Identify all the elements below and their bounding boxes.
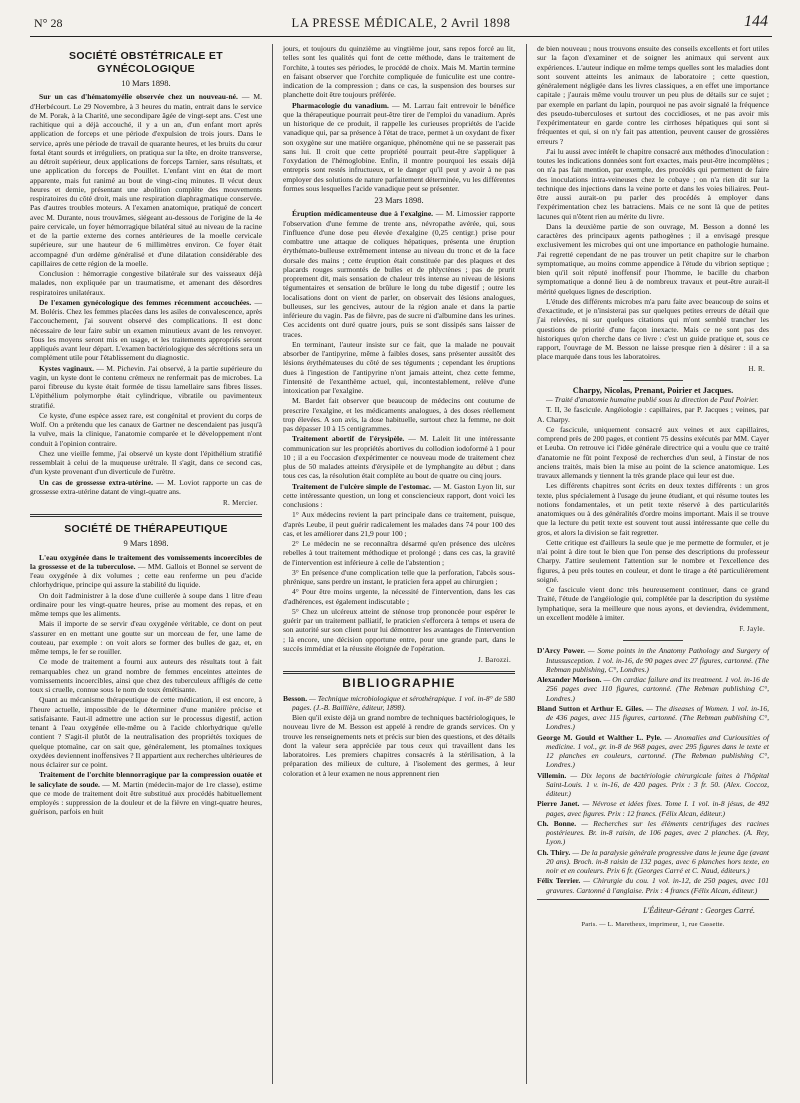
review-paragraph: J'ai lu aussi avec intérêt le chapitre consacré aux méthodes d'inoculation : toutes les indications données sont fort exactes, mais peut-être incomplètes ; on n'a pas fait mention, par exemple, des procédés qui permettent de faire des inoculations intra-veineuses chez le cobaye ; on n'a rien dit sur la technique des injections dans la veine porte et dans les voies biliaires. Peut-être aussi aurait-on pu parler des procédés à employer dans l'expérimentation chez les batraciens. Mais ce ne sont là que de petites lacunes qui n'ôtent rien au mérite du livre.	[537, 146, 769, 221]
column-2	[283, 44, 515, 779]
article	[283, 101, 515, 194]
editor-line: L'Éditeur-Gérant : Georges Carré.	[643, 905, 755, 915]
article	[283, 209, 515, 339]
section-rule	[537, 899, 769, 900]
book-author: D'Arcy Power.	[537, 646, 585, 656]
book-details: — Anomalies and Curiousities of medicine. 1 vol., gr. in-8 de 968 pages, avec 295 figures dans le texte et 12 planches en couleurs, cartonné. (The Rebman publishing C°, Londres.)	[546, 732, 770, 770]
article	[283, 434, 515, 480]
article	[30, 553, 262, 590]
section-rule	[623, 640, 683, 641]
column-divider	[526, 44, 527, 1084]
book-entry	[537, 646, 769, 674]
article	[30, 92, 262, 268]
article-paragraph: Ce mode de traitement a fourni aux auteurs des résultats tout à fait remarquables chez un grand nombre de femmes enceintes atteintes de vomissements incoercibles, ainsi que chez des tuberculeux affligés de cette toux si cruelle, connue sous le nom de toux émétisante.	[30, 657, 262, 694]
review-paragraph: Cette critique est d'ailleurs la seule que je me permette de formuler, et je n'ai point à dire tout le bien que l'on pense des descriptions du professeur Charpy. J'attire seulement l'attention sur le nombre et l'excellence des figures, à peu près toutes en couleur, et dont le tirage a été particulièrement soigné.	[537, 537, 769, 584]
conclusion-item: 4° Pour être moins urgente, la nécessité de l'intervention, dans les cas d'adhérences, est également indiscutable ;	[283, 587, 515, 606]
article-text: — MM. Gallois et Bonnel se servent de l'eau oxygénée à dix volumes ; cette eau renferme un peu d'acide chlorhydrique, principe qui assure la stabilité du liquide.	[30, 561, 263, 590]
article-paragraph: Quant au mécanisme thérapeutique de cette médication, il est encore, à l'heure actuelle, impossible de le déterminer d'une manière précise et satisfaisante. Faut-il admettre une action sur le processus digestif, action tenant à l'eau oxygénée elle-même ou à l'acide chlorhydrique qu'elle contient ? S'agit-il plutôt de la neutralisation des propriétés toxiques de quelque ptomaïne, car on sait que, généralement, les ptomaïnes toxiques oxydées deviennent inoffensives ? Il appartient aux recherches ultérieures de nous éclairer sur ce point.	[30, 695, 262, 769]
book-entry	[537, 819, 769, 847]
section-date: 10 Mars 1898.	[121, 78, 171, 88]
header-rule	[30, 36, 772, 37]
book-entry	[537, 733, 769, 770]
author-signature: R. Mercier.	[223, 499, 258, 507]
article-text: — M. Laleit lit une intéressante communication sur les propriétés abortives du collodion iodoformé à 1 pour 10 ; il a eu l'occasion d'expérimenter ce nouveau mode de traitement chez plus de 50 malades atteints d'érysipèle et de lymphangite au début ; dans tous ces cas, la résolution était complète au bout de quatre ou cinq jours.	[283, 434, 515, 481]
journal-title: LA PRESSE MÉDICALE, 2 Avril 1898	[291, 16, 511, 30]
article	[283, 482, 515, 510]
article	[30, 364, 262, 410]
book-details: — Névrose et idées fixes. Tome I. 1 vol. in-8 jésus, de 492 pages, avec figures. Prix : 12 francs. (Félix Alcan, éditeur.)	[546, 799, 769, 818]
article-paragraph: Mais il importe de se servir d'eau oxygénée véritable, ce dont on peut s'assurer en en mettant une goutte sur un morceau de fer, une lame de couteau, par exemple : on voit alors se former des bulles de gaz, et, en même temps, le fer se rouiller.	[30, 619, 262, 656]
review-paragraph: Dans la deuxième partie de son ouvrage, M. Besson a donné les caractères des principaux agents pathogènes ; il a envisagé presque exclusivement les microbes qui ont une importance en pathologie humaine. J'ai regretté cependant de ne pas trouver un petit chapitre sur le charbon symptomatique, au moins comme appendice à l'étude du vibrion septique ; bien qu'il soit réputé inoffensif pour l'homme, le bacille du charbon symptomatique a donné lieu à de nombreux travaux et peut-être aurait-il mérité quelques lignes de description.	[537, 221, 769, 296]
section-title: SOCIÉTÉ DE THÉRAPEUTIQUE	[64, 523, 228, 536]
book-author: Besson.	[283, 693, 308, 703]
article-heading: L'eau oxygénée dans le traitement des vomissements incoercibles de la grossesse et de la tuberculose.	[30, 552, 262, 571]
article-text: — M. Larrau fait entrevoir le bénéfice que la thérapeutique pourrait peut-être tirer de l'emploi du vanadium. Après un historique de ce produit, il rappelle les curieuses propriétés de l'acide vanadique qui, par sa présence à l'état de trace, permet à un oxydant de fixer son oxygène sur une matière organique, phénomène qui ne se passerait pas sans lui. Il croit que cette propriété pourrait peut-être s'appliquer à l'oxydation de l'hémoglobine. Enfin, il montre pourquoi les essais déjà entrepris sont restés infructueux, et le danger qu'il peut y avoir à ne pas employer des solutions de nature parfaitement déterminée, vu les différentes formes sous lesquelles l'acide vanadique peut se présenter.	[283, 100, 516, 193]
article-paragraph: Conclusion : hémorragie congestive bilatérale sur des vaisseaux déjà malades, non expliquée par un traumatisme, et amenant des désordres respiratoires unilatéraux.	[30, 269, 262, 297]
article-text: — M. Gaston Lyon lit, sur cette intéressante question, un long et consciencieux rapport, dont voici les conclusions :	[283, 481, 516, 509]
section-date: 9 Mars 1898.	[123, 538, 169, 549]
issue-number: N° 28	[34, 16, 63, 30]
article-heading: Pharmacologie du vanadium.	[292, 100, 389, 110]
book-author: Ch. Bonne.	[537, 818, 577, 828]
conclusion-item: 1° Aux médecins revient la part principale dans ce traitement, puisque, d'après Leube, il peut guérir radicalement les malades dans 74 pour 100 des cas, et les améliorer dans 21,9 pour 100 ;	[283, 510, 515, 538]
author-signature: H. R.	[748, 364, 765, 373]
article-text: — M. Loviot rapporte un cas de grossesse extra-utérine datant de vingt-quatre ans.	[30, 477, 262, 496]
book-title: — Technique microbiologique et sérothérapique. 1 vol. in-8° de 580 pages. (J.-B. Baillière, éditeur, 1898).	[292, 693, 515, 712]
conclusion-item: 3° En présence d'une complication telle que la perforation, l'abcès sous-phrénique, sans perdre un instant, le praticien fera appel au chirurgien ;	[283, 567, 515, 586]
book-author: Pierre Janet.	[537, 799, 580, 809]
article	[30, 478, 262, 497]
book-subtitle: T. II, 3e fascicule. Angéiologie : capillaires, par P. Jacques ; veines, par A. Charpy.	[537, 405, 769, 424]
book-author: Alexander Morison.	[537, 675, 602, 684]
article-text: — M. Limossier rapporte l'observation d'une femme de trente ans, névropathe avérée, qui, sous l'influence d'une dose peu élevée d'exalgine (0,25 centigr.) prise pour combattre une attaque de coliques hépatiques, présenta une éruption érythémato-bulleuse extrêmement intense au niveau du tronc et de la face dorsale des mains ; cette éruption était constituée par des plaques et des placards rouges surmontés de bulles et de phlyctènes ; pas de prurit proprement dit, mais sensation de chaleur très intense au niveau de lésions tégumentaires et sensation de brûlure le long du tube digestif ; outre les localisations dont on vient de parler, on observait des lésions analogues, bulleuses, sur les gencives, autour de la région anale et dans la partie inférieure du vagin. Pas de fièvre, pas de sucre ni d'albumine dans les urines. Ces accidents ont duré quatre jours, puis se sont dissipés sans laisser de traces.	[283, 209, 515, 339]
page-header	[34, 14, 768, 32]
article-paragraph: En terminant, l'auteur insiste sur ce fait, que la malade ne pouvait absorber de l'antipyrine, même à faibles doses, sans présenter aussitôt des lésions érythémateuses du côté de ses téguments ; cependant les éruptions dues à l'ingestion de l'antipyrine n'ont jamais atteint, chez cette femme, l'intensité de l'exanthème actuel, qui, incontestablement, relève d'une intoxication par l'exalgine.	[283, 339, 515, 395]
book-entry	[537, 876, 769, 895]
article-text: — M. Pichevin. J'ai observé, à la partie supérieure du vagin, un kyste dont le contenu crémeux ne renfermait pas de microbes. La paroi fibreuse du kyste était formée de tissu lamellaire sans fibres lisses. L'épithélium polymorphe était cylindrique, vibratile ou pavimenteux stratifié.	[30, 363, 262, 410]
article-heading: Traitement de l'ulcère simple de l'estomac.	[292, 481, 432, 491]
book-author: Villemin.	[537, 770, 567, 780]
book-details: — Chirurgie du cou. 1 vol. in-12, de 250 pages, avec 101 gravures. Cartonné à l'anglaise. Prix : 4 francs (Félix Alcan, éditeur.)	[546, 876, 770, 895]
book-entry	[537, 704, 769, 732]
article-paragraph: jours, et toujours du quinzième au vingtième jour, sans repos forcé au lit, telles sont les qualités qui font de cette méthode, dans le traitement de l'orchite, à toutes ses périodes, le procédé de choix. Mais M. Martin termine en faisant observer que l'orchite compliquée de funiculite est une contre-indication de la compression ; dans ce cas, la suspension des bourses sur planchette doit être toujours préférée.	[283, 44, 515, 100]
review-paragraph: Les différents chapitres sont écrits en deux textes différents : un gros texte, plus spécialement à l'usage du jeune étudiant, et qui résume toutes les notions fondamentales, et un petit texte réservé à des particularités anatomiques ou à des généralités d'ordre moins important. Mais il se trouve que la lecture du petit texte est souvent tout aussi intéressante que celle du gros, et alors la division se fait regretter.	[537, 481, 769, 537]
book-details: — Dix leçons de bactériologie chirurgicale faites à l'hôpital Saint-Louis. 1 v. in-16, de 420 pages. Prix : 3 fr. 50. (Alex. Coccoz, éditeur.)	[546, 770, 769, 798]
page-number: 144	[744, 13, 768, 30]
article-heading: Un cas de grossesse extra-utérine.	[39, 477, 153, 487]
review-paragraph: L'étude des différents microbes m'a paru faite avec beaucoup de soins et d'exactitude, et je n'insisterai pas sur quelques petites erreurs de détail que j'ai relevées, ni sur quelques citations qui m'ont semblé trancher les questions de priorité d'une façon inexacte. Mais ce ne sont pas des historiques qu'on cherche dans ce livre : c'est un guide pratique et, sous ce rapport, l'ouvrage de M. Besson ne laisse presque rien à désirer : il a sa place marquée dans tous les laboratoires.	[537, 296, 769, 362]
section-rule	[283, 671, 515, 674]
book-details: — De la paralysie générale progressive dans le jeune âge (avant 20 ans). Broch. in-8 raisin de 132 pages, avec 6 planches hors texte, en noir et en couleurs. Prix 6 fr. (Georges Carré et C. Naud, éditeurs.)	[546, 847, 769, 875]
book-entry	[537, 771, 769, 799]
section-date: 23 Mars 1898.	[374, 195, 424, 205]
article-paragraph: Ce kyste, d'une espèce assez rare, est congénital et provient du corps de Wolf. On a prétendu que les canaux de Gartner ne descendaient pas jusqu'à la vulve, mais la clinique, l'anatomie comparée et le développement n'ont conduit à l'opinion contraire.	[30, 410, 262, 448]
book-authors: Charpy, Nicolas, Prenant, Poirier et Jacques.	[572, 385, 734, 395]
book-details: — On cardiac failure and its treatment. 1 vol. in-16 de 256 pages avec 110 figures, cartonné. (The Rebman publishing C°, Londres.)	[546, 675, 769, 703]
article-paragraph: On doit l'administrer à la dose d'une cuillerée à soupe dans 1 litre d'eau ordinaire pour les vingt-quatre heures, prise au moment des repas, et en même temps que les aliments.	[30, 590, 262, 618]
book-title	[537, 395, 769, 404]
book-entry	[537, 675, 769, 703]
article-text: — M. d'Herbécourt. Le 29 Novembre, à 3 heures du matin, entrait dans le service de M. Porak, à la Charité, une secondipare âgée de vingt-sept ans. C'est une rachitique qui a déjà accouché, il y a un an, d'un enfant mort après application de forceps et une période d'expulsion de trois jours. Dans le service, après une période de travail de quarante heures, et les bruits du cœur fœtal étant sourds et irréguliers, on pratiqua sur la tête, en droite transverse, au détroit supérieur, deux applications de forceps Tarnier, sans résultats, et une application du forceps de Pouillet. L'enfant vint en état de mort apparente, mais fut ranimé au bout de vingt-cinq minutes. Il vécut deux heures et demie, présentant une abolition complète des mouvements respiratoires du côté droit, mais une respiration diaphragmatique conservée. Pas d'autres troubles moteurs. A l'examen anatomique, pratiqué de concert avec M. Durante, nous trouvâmes, siégeant au-dessous de l'origine de la 4e paire cervicale, un foyer hémorragique bilatéral situé au niveau de la racine et de la partie externe des cornes antérieures de la moelle cervicale supérieure, sur une hauteur de 6 millimètres environ. Ce foyer était accompagné d'un œdème généralisé et d'une dilatation considérable des capillaires de cette région de la moelle.	[30, 92, 263, 268]
section-rule	[623, 380, 683, 381]
article-heading: Traitement abortif de l'érysipèle.	[292, 434, 405, 444]
book-details: — Recherches sur les éléments centrifuges des racines postérieures. Br. in-8 raisin, de 106 pages, avec 2 planches. (A. Rey, Lyon.)	[546, 818, 770, 847]
book-author: George M. Gould et Walther L. Pyle.	[537, 732, 662, 742]
author-signature: J. Barozzi.	[477, 656, 511, 664]
book-author: Félix Terrier.	[537, 876, 581, 886]
book-entry	[537, 799, 769, 818]
book-author: Bland Sutton et Arthur E. Giles.	[537, 703, 644, 713]
article-heading: Éruption médicamenteuse due à l'exalgine.	[292, 209, 434, 219]
article-heading: Traitement de l'orchite blennorragique par la compression ouatée et le salicylate de soude.	[30, 770, 262, 789]
article-text: — M. Martin (médecin-major de 1re classe), estime que ce mode de traitement doit être substitué aux procédés habituellement employés : suppression de la douleur et de la fièvre en vingt-quatre heures, guérison, parfois en huit	[30, 779, 262, 817]
article-paragraph: Chez une vieille femme, j'ai observé un kyste dont l'épithélium stratifié ressemblait à celui de la muqueuse urétrale. Il s'agit, dans ce second cas, d'un kyste provenant d'un diverticule de l'urètre.	[30, 448, 262, 477]
printer-line: Paris. — L. Maretheux, imprimeur, 1, rue Cassette.	[581, 921, 725, 928]
book-details: — Some points in the Anatomy Pathology and Surgery of Intussusception. 1 vol. in-16, de 90 pages avec 27 figures, cartonné. (The Rebman publishing, C°, Londres.)	[546, 646, 770, 674]
review-paragraph: de bien nouveau ; nous trouvons ensuite des conseils excellents et fort utiles sur la façon d'examiner et de soigner les animaux qui servent aux expériences. L'auteur indique en même temps quelles sont les maladies dont sont souvent atteints les animaux de laboratoire ; cette question, généralement négligée dans les livres classiques, a en effet une importance capitale ; j'aurais même voulu trouver un peu plus de détails sur ce sujet ; par exemple en parlant du lapin, pourquoi ne pas avoir signalé la fréquence des pseudo-tuberculoses et surtout des coccidioses, et ne pas avoir mis l'expérimentateur en garde contre les cirrhoses hépatiques qui sont si fréquentes et qui, si on n'y fait pas attention, peuvent causer de grossières erreurs ?	[537, 44, 769, 146]
section-rule	[30, 514, 262, 517]
author-signature: F. Jayle.	[739, 625, 765, 633]
article	[30, 770, 262, 816]
book-author: Ch. Thiry.	[537, 847, 571, 857]
book-title-text: — Traité d'anatomie humaine publié sous la direction de Paul Poirier.	[546, 395, 759, 404]
column-3	[537, 44, 769, 929]
article-text: — M. Boléris. Chez les femmes placées dans les asiles de convalescence, après l'accouchement, j'ai souvent observé des complications. Il est donc nécessaire de leur faire subir un examen minutieux avant de les renvoyer. Tous les moyens seront mis en usage, et les traitements appropriés seront appliqués avant leur départ. L'examen bactériologique des sécrétions sera un complément utile pour l'établissement du diagnostic.	[30, 297, 262, 363]
section-title: SOCIÉTÉ OBSTÉTRICALE ET GYNÉCOLOGIQUE	[69, 50, 223, 75]
article-heading: Kystes vaginaux.	[39, 363, 94, 373]
conclusion-item: 2° Le médecin ne se reconnaîtra désarmé qu'en présence des ulcères rebelles à tout traitement méthodique et prolongé ; dans ces cas, la gravité de l'intervention est inférieure à celle de l'abstention ;	[283, 539, 515, 567]
book-details: — The diseases of Women. 1 vol. in-16, de 436 pages, avec 115 figures, cartonné. (The Rebman publishing C°, Londres.)	[546, 703, 769, 732]
article-paragraph: M. Bardet fait observer que beaucoup de médecins ont coutume de prescrire l'exalgine, et les médicaments analogues, à des doses réellement trop élevées. A son avis, la dose habituelle, surtout chez la femme, ne doit pas dépasser 10 à 15 centigrammes.	[283, 396, 515, 433]
review-paragraph: Ce fascicule, uniquement consacré aux veines et aux capillaires, comprend près de 200 pages, et contient 75 dessins exécutés par MM. Cayer et Leuba. On retrouve ici l'idée générale directrice qui a voulu que ce traité d'anatomie ne fût point l'exposé de recherches d'un seul, à l'instar de nos anciens traités, mais bien la mise au point de la science anatomique. Les travaux allemands y tiennent la très grande place qui leur est due.	[537, 424, 769, 480]
article	[30, 298, 262, 363]
review-paragraph: Ce fascicule vient donc très heureusement continuer, dans ce grand Traité, l'étude de l'angéiologie qui, complétée par la description du système lymphatique, sera la meilleure que nous ayons, et deviendra, évidemment, un excellent modèle à imiter.	[537, 585, 769, 622]
review-paragraph: Bien qu'il existe déjà un grand nombre de techniques bactériologiques, le nouveau livre de M. Besson est appelé à rendre de grands services. On y trouve les renseignements nets et précis sur bien des questions, et des détails dont la valeur sera appréciée par tous ceux qui travaillent dans les laboratoires. Les premiers chapitres consacrés à la stérilisation, à la préparation des milieux de culture, à l'isolement des germes, à leur coloration et à leur examen ne nous apprennent rien	[283, 713, 515, 778]
bibliography-title: BIBLIOGRAPHIE	[342, 676, 456, 691]
conclusion-item: 5° Chez un ulcéreux atteint de sténose trop prononcée pour espérer le guérir par un traitement palliatif, le praticien s'efforcera à temps et usera de son autorité sur son client pour lui démontrer les avantages de l'intervention ; là encore, une décision opportune entre, pour une grande part, dans le succès immédiat et la réussite éloignée de l'opération.	[283, 606, 515, 653]
column-1	[30, 44, 262, 818]
article-heading: De l'examen gynécologique des femmes récemment accouchées.	[39, 297, 252, 307]
column-divider	[272, 44, 273, 1084]
article-heading: Sur un cas d'hématomyélie observée chez un nouveau-né.	[39, 92, 238, 102]
book-entry	[537, 848, 769, 876]
received-books-list	[537, 646, 769, 895]
bibliography-entry	[283, 694, 515, 713]
